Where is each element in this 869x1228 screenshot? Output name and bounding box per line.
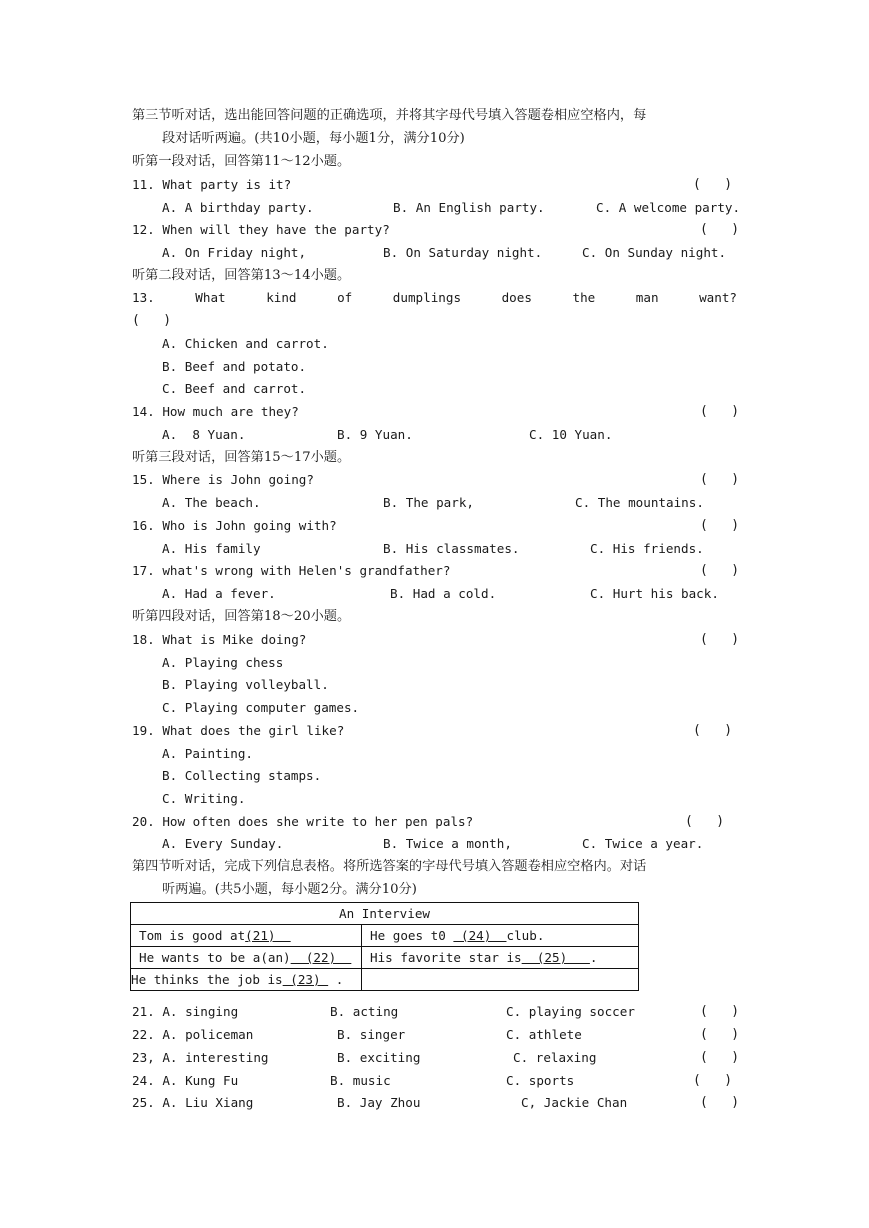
interview-cell-text: He wants to be a(an) <box>139 950 291 965</box>
q13-word: 13. <box>132 290 155 305</box>
section3-header-line2: 段对话听两遍。(共10小题，每小题1分，满分10分) <box>162 131 465 146</box>
q16-option-b: B. His classmates. <box>383 541 520 556</box>
q21-option-a: 21. A. singing <box>132 1004 239 1019</box>
q13-option-a: A. Chicken and carrot. <box>162 336 329 351</box>
q19-option-b: B. Collecting stamps. <box>162 768 322 783</box>
q13-word: What <box>195 290 226 305</box>
q23-option-b: B. exciting <box>337 1050 421 1065</box>
q15-stem: 15. Where is John going? <box>132 472 314 487</box>
q16-option-c: C. His friends. <box>590 541 704 556</box>
q11-stem: 11. What party is it? <box>132 177 292 192</box>
blank-24[interactable]: (24) <box>453 928 507 943</box>
q13-word: kind <box>266 290 297 305</box>
q16-stem: 16. Who is John going with? <box>132 518 337 533</box>
blank-22[interactable]: (22) <box>290 950 352 965</box>
q13-word: the <box>572 290 596 305</box>
q13-answer-blank[interactable]: ( ) <box>132 313 172 328</box>
q23-option-c: C. relaxing <box>513 1050 597 1065</box>
q24-option-b: B. music <box>330 1073 391 1088</box>
interview-cell-text: He goes t0 <box>370 928 454 943</box>
q14-option-b: B. 9 Yuan. <box>337 427 413 442</box>
q25-option-c: C, Jackie Chan <box>521 1095 628 1110</box>
interview-cell-text: club. <box>506 928 545 943</box>
interview-cell-text: . <box>328 972 344 987</box>
section4-header-line1: 第四节听对话，完成下列信息表格。将所选答案的字母代号填入答题卷相应空格内。对话 <box>132 859 647 874</box>
q17-option-c: C. Hurt his back. <box>590 586 719 601</box>
dialog1-header: 听第一段对话，回答第11～12小题。 <box>132 154 351 169</box>
q12-option-c: C. On Sunday night. <box>582 245 727 260</box>
q15-option-a: A. The beach. <box>162 495 261 510</box>
q14-answer-blank[interactable]: ( ) <box>700 404 740 419</box>
blank-23[interactable]: (23) <box>282 972 329 987</box>
q22-option-c: C. athlete <box>506 1027 582 1042</box>
q24-option-a: 24. A. Kung Fu <box>132 1073 239 1088</box>
q20-answer-blank[interactable]: ( ) <box>685 814 725 829</box>
q12-option-a: A. On Friday night, <box>162 245 307 260</box>
q13-word: of <box>337 290 353 305</box>
q21-option-b: B. acting <box>330 1004 399 1019</box>
q20-option-b: B. Twice a month, <box>383 836 512 851</box>
q15-answer-blank[interactable]: ( ) <box>700 472 740 487</box>
interview-table <box>130 902 639 991</box>
q18-stem: 18. What is Mike doing? <box>132 632 307 647</box>
q18-answer-blank[interactable]: ( ) <box>700 632 740 647</box>
q17-option-a: A. Had a fever. <box>162 586 276 601</box>
q14-stem: 14. How much are they? <box>132 404 299 419</box>
dialog2-header: 听第二段对话，回答第13～14小题。 <box>132 268 351 283</box>
q24-option-c: C. sports <box>506 1073 575 1088</box>
interview-cell-24 <box>362 925 639 947</box>
q17-option-b: B. Had a cold. <box>390 586 497 601</box>
q11-answer-blank[interactable]: ( ) <box>693 177 733 192</box>
q22-answer-blank[interactable]: ( ) <box>700 1027 740 1042</box>
q24-answer-blank[interactable]: ( ) <box>693 1073 733 1088</box>
q23-answer-blank[interactable]: ( ) <box>700 1050 740 1065</box>
q15-option-b: B. The park, <box>383 495 474 510</box>
q13-word: does <box>501 290 532 305</box>
q18-option-a: A. Playing chess <box>162 655 284 670</box>
q13-word: man <box>635 290 659 305</box>
q16-answer-blank[interactable]: ( ) <box>700 518 740 533</box>
q11-option-b: B. An English party. <box>393 200 545 215</box>
q13-stem <box>132 290 737 305</box>
q14-option-a: A. 8 Yuan. <box>162 427 246 442</box>
section4-header-line2: 听两遍。(共5小题，每小题2分。满分10分) <box>162 882 417 897</box>
interview-cell-21 <box>131 925 362 947</box>
interview-cell-22 <box>131 947 362 969</box>
q13-word: dumplings <box>392 290 462 305</box>
q25-option-a: 25. A. Liu Xiang <box>132 1095 254 1110</box>
q12-option-b: B. On Saturday night. <box>383 245 543 260</box>
interview-cell-text: Tom is good at <box>139 928 246 943</box>
q21-answer-blank[interactable]: ( ) <box>700 1004 740 1019</box>
interview-cell-text: . <box>589 950 598 965</box>
q21-option-c: C. playing soccer <box>506 1004 635 1019</box>
q25-option-b: B. Jay Zhou <box>337 1095 421 1110</box>
q19-option-a: A. Painting. <box>162 746 253 761</box>
interview-cell-empty <box>362 969 639 991</box>
q12-answer-blank[interactable]: ( ) <box>700 222 740 237</box>
dialog4-header: 听第四段对话，回答第18～20小题。 <box>132 609 351 624</box>
q13-option-b: B. Beef and potato. <box>162 359 307 374</box>
dialog3-header: 听第三段对话，回答第15～17小题。 <box>132 450 351 465</box>
q19-stem: 19. What does the girl like? <box>132 723 345 738</box>
interview-cell-25 <box>362 947 639 969</box>
q16-option-a: A. His family <box>162 541 261 556</box>
q19-answer-blank[interactable]: ( ) <box>693 723 733 738</box>
q15-option-c: C. The mountains. <box>575 495 704 510</box>
q18-option-c: C. Playing computer games. <box>162 700 360 715</box>
interview-cell-text: He thinks the job is <box>131 972 283 987</box>
blank-21[interactable]: (21) <box>245 928 291 943</box>
q20-stem: 20. How often does she write to her pen pals? <box>132 814 474 829</box>
q11-option-a: A. A birthday party. <box>162 200 314 215</box>
q13-word: want? <box>699 290 737 305</box>
q20-option-a: A. Every Sunday. <box>162 836 284 851</box>
blank-25[interactable]: (25) <box>521 950 590 965</box>
q18-option-b: B. Playing volleyball. <box>162 677 329 692</box>
q19-option-c: C. Writing. <box>162 791 246 806</box>
interview-cell-23 <box>131 969 362 991</box>
q12-stem: 12. When will they have the party? <box>132 222 390 237</box>
q17-answer-blank[interactable]: ( ) <box>700 563 740 578</box>
q13-option-c: C. Beef and carrot. <box>162 381 307 396</box>
q20-option-c: C. Twice a year. <box>582 836 704 851</box>
q22-option-b: B. singer <box>337 1027 406 1042</box>
q11-option-c: C. A welcome party. <box>596 200 741 215</box>
q17-stem: 17. what's wrong with Helen's grandfather? <box>132 563 451 578</box>
interview-cell-text: His favorite star is <box>370 950 522 965</box>
q23-option-a: 23, A. interesting <box>132 1050 269 1065</box>
q25-answer-blank[interactable]: ( ) <box>700 1095 740 1110</box>
interview-table-title: An Interview <box>131 903 639 925</box>
section3-header-line1: 第三节听对话，选出能回答问题的正确选项，并将其字母代号填入答题卷相应空格内，每 <box>132 108 647 123</box>
q22-option-a: 22. A. policeman <box>132 1027 254 1042</box>
q14-option-c: C. 10 Yuan. <box>529 427 613 442</box>
